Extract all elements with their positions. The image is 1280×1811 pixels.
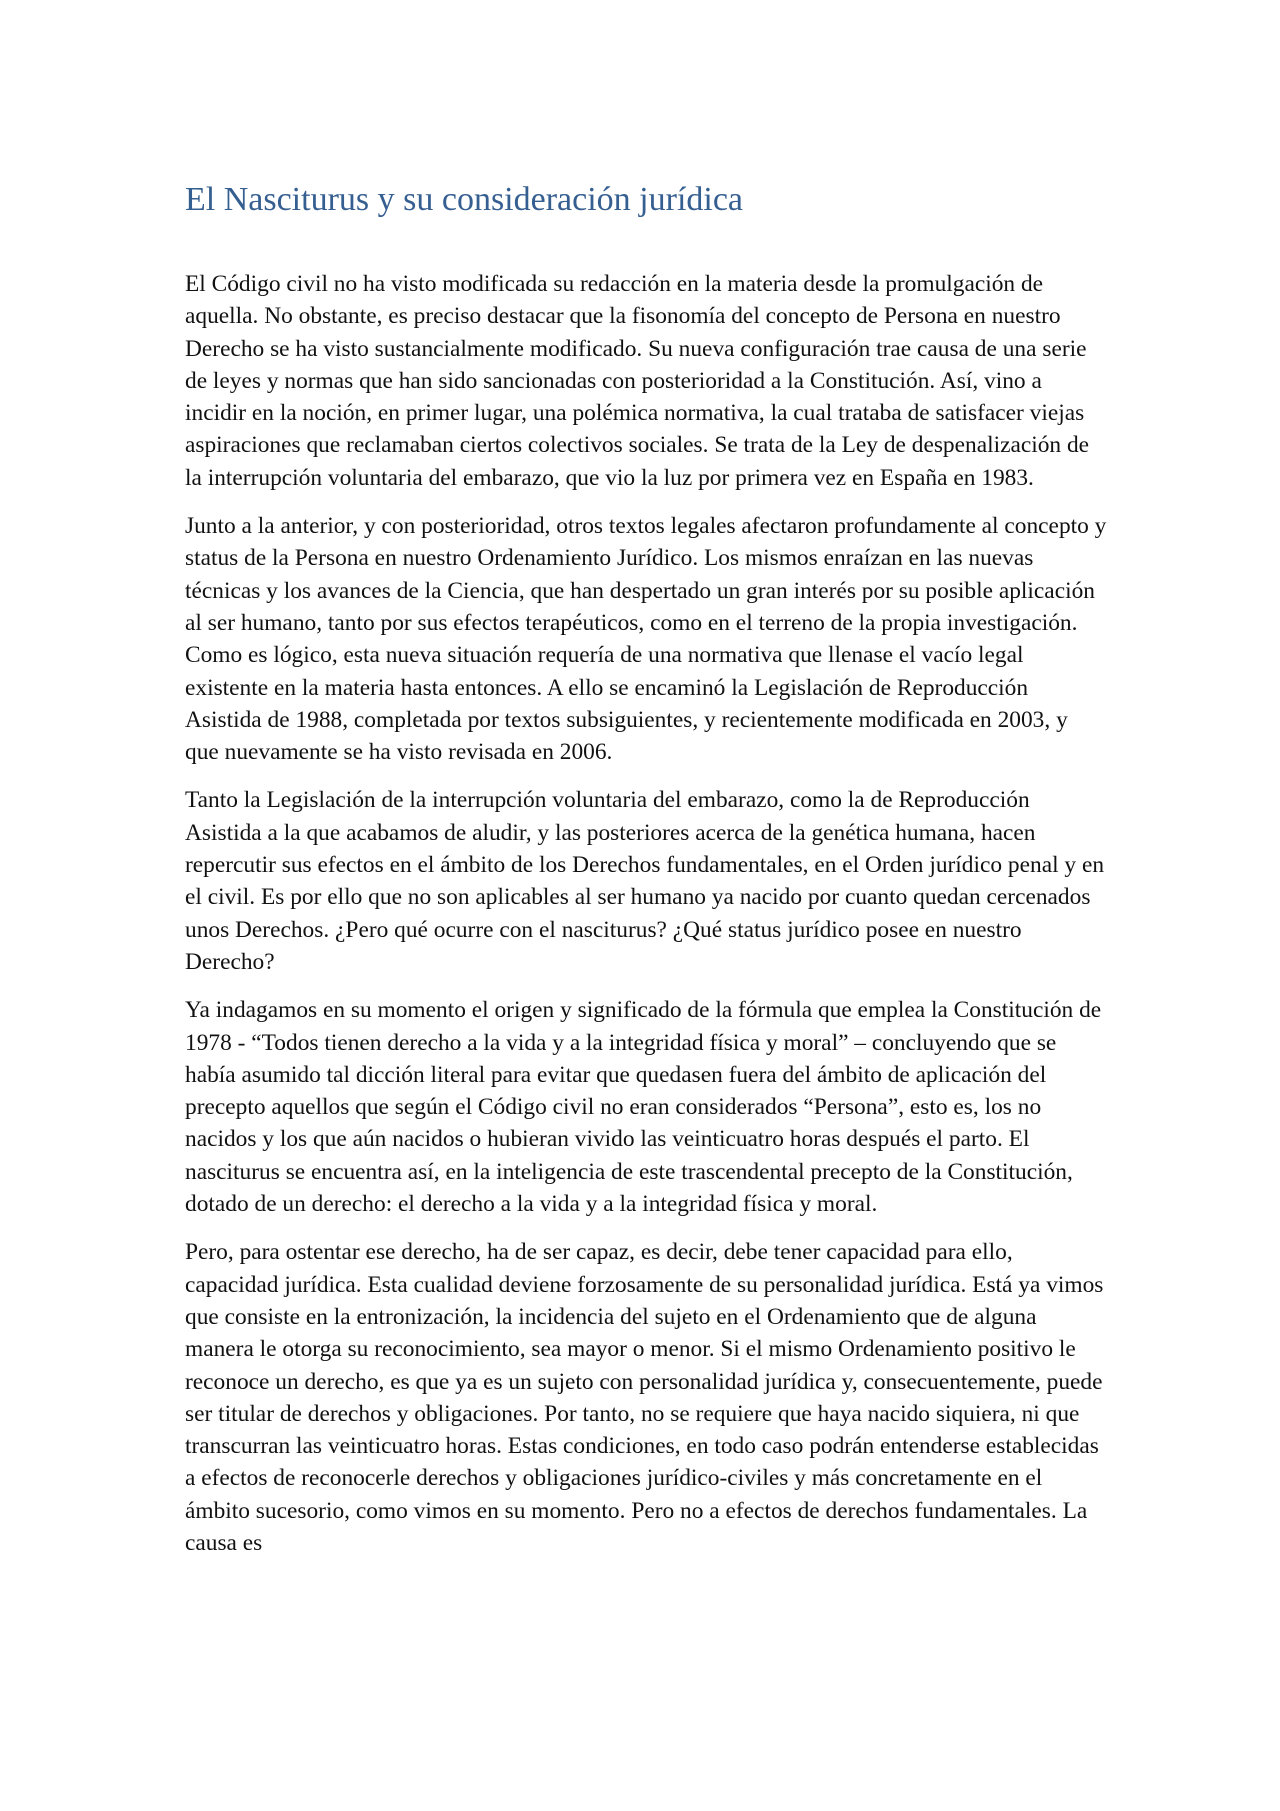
paragraph: Pero, para ostentar ese derecho, ha de ser capaz, es decir, debe tener capacidad para ello, capacidad jurídica. Esta cualidad deviene forzosamente de su personalidad jurídica. Está ya vimos que consiste en la entronización, la incidencia del sujeto en el Ordenamiento que de alguna manera le otorga su reconocimiento, sea mayor o menor. Si el mismo Ordenamiento positivo le reconoce un derecho, es que ya es un sujeto con personalidad jurídica y, consecuentemente, puede ser titular de derechos y obligaciones. Por tanto, no se requiere que haya nacido siquiera, ni que transcurran las veinticuatro horas. Estas condiciones, en todo caso podrán entenderse establecidas a efectos de reconocerle derechos y obligaciones jurídico-civiles y más concretamente en el ámbito sucesorio, como vimos en su momento. Pero no a efectos de derechos fundamentales. La causa es [185,1239,1104,1556]
paragraph: El Código civil no ha visto modificada su redacción en la materia desde la promulgación de aquella. No obstante, es preciso destacar que la fisonomía del concepto de Persona en nuestro Derecho se ha visto sustancialmente modificado. Su nueva configuración trae causa de una serie de leyes y normas que han sido sancionadas con posterioridad a la Constitución. Así, vino a incidir en la noción, en primer lugar, una polémica normativa, la cual trataba de satisfacer viejas aspiraciones que reclamaban ciertos colectivos sociales. Se trata de la Ley de despenalización de la interrupción voluntaria del embarazo, que vio la luz por primera vez en España en 1983. [185,271,1090,491]
document-title: El Nasciturus y su consideración jurídica [185,181,744,218]
paragraph: Junto a la anterior, y con posterioridad, otros textos legales afectaron profundamente al concepto y status de la Persona en nuestro Ordenamiento Jurídico. Los mismos enraízan en las nuevas técnicas y los avances de la Ciencia, que han despertado un gran interés por su posible aplicación al ser humano, tanto por sus efectos terapéuticos, como en el terreno de la propia investigación. Como es lógico, esta nueva situación requería de una normativa que llenase el vacío legal existente en la materia hasta entonces. A ello se encaminó la Legislación de Reproducción Asistida de 1988, completada por textos subsiguientes, y recientemente modificada en 2003, y que nuevamente se ha visto revisada en 2006. [185,513,1107,766]
document-body [185,268,1107,1575]
paragraph: Ya indagamos en su momento el origen y significado de la fórmula que emplea la Constitución de 1978 - “Todos tienen derecho a la vida y a la integridad física y moral” – concluyendo que se había asumido tal dicción literal para evitar que quedasen fuera del ámbito de aplicación del precepto aquellos que según el Código civil no eran considerados “Persona”, esto es, los no nacidos y los que aún nacidos o hubieran vivido las veinticuatro horas después el parto. El nasciturus se encuentra así, en la inteligencia de este trascendental precepto de la Constitución, dotado de un derecho: el derecho a la vida y a la integridad física y moral. [185,997,1102,1218]
paragraph: Tanto la Legislación de la interrupción voluntaria del embarazo, como la de Reproducción Asistida a la que acabamos de aludir, y las posteriores acerca de la genética humana, hacen repercutir sus efectos en el ámbito de los Derechos fundamentales, en el Orden jurídico penal y en el civil. Es por ello que no son aplicables al ser humano ya nacido por cuanto quedan cercenados unos Derechos. ¿Pero qué ocurre con el nasciturus? ¿Qué status jurídico posee en nuestro Derecho? [185,787,1105,975]
